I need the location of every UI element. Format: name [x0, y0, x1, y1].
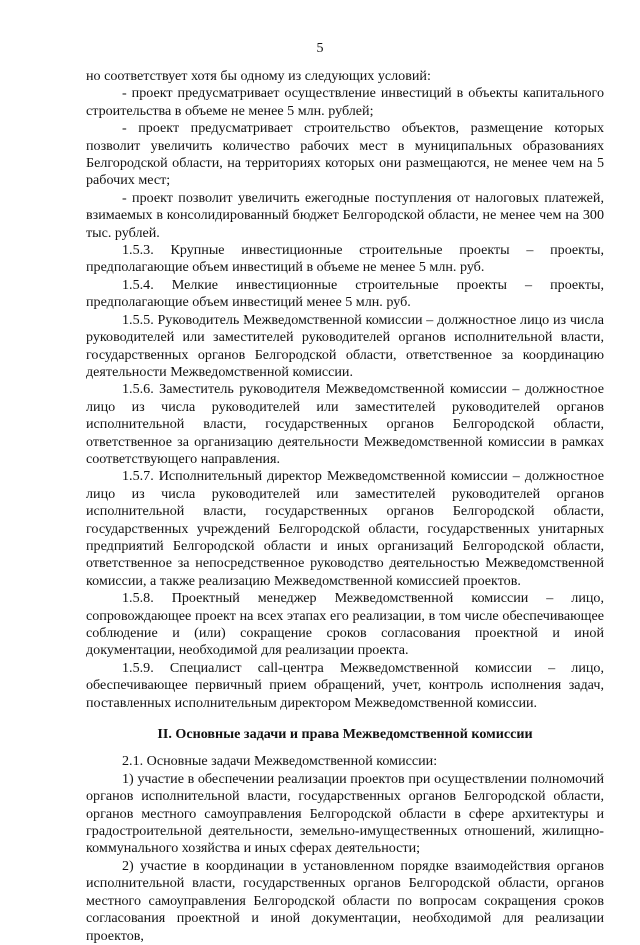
paragraph-intro: но соответствует хотя бы одному из следующих условий:	[86, 68, 431, 84]
paragraph-1-5-3: 1.5.3. Крупные инвестиционные строительные проекты – проекты, предполагающие объем инвестиций в объеме не менее 5 млн. руб.	[86, 242, 604, 276]
document-body	[86, 68, 604, 945]
paragraph-task-2: 2) участие в координации в установленном порядке взаимодействия органов исполнительной власти, государственных органов Белгородской области, органов местного самоуправления Белгородской области по вопросам сокращения сроков согласования проектной и иной документации, необходимой для реализации проектов,	[86, 857, 604, 944]
paragraph-task-1: 1) участие в обеспечении реализации проектов при осуществлении полномочий органов исполнительной власти, государственных органов Белгородской области, органов местного самоуправления Белгородской области в сфере архитектуры и градостроительной деятельности, земельно-имущественных отношений, жилищно-коммунального хозяйства и иных сферах деятельности;	[86, 770, 604, 857]
paragraph-condition-2: - проект предусматривает строительство объектов, размещение которых позволит увеличить количество рабочих мест в муниципальных образованиях Белгородской области, на территориях которых они размещаются, не менее чем на 5 рабочих мест;	[86, 120, 604, 189]
paragraph-1-5-4: 1.5.4. Мелкие инвестиционные строительные проекты – проекты, предполагающие объем инвестиций менее 5 млн. руб.	[86, 276, 604, 311]
paragraph-1-5-8: 1.5.8. Проектный менеджер Межведомственной комиссии – лицо, сопровождающее проект на всех этапах его реализации, в том числе обеспечивающее соблюдение и (или) сокращение сроков согласования проектной и иной документации, необходимой для реализации проекта.	[86, 590, 604, 659]
paragraph-1-5-5: 1.5.5. Руководитель Межведомственной комиссии – должностное лицо из числа руководителей или заместителей руководителей органов исполнительной власти, государственных органов Белгородской области, ответственное за координацию деятельности Межведомственной комиссии.	[86, 311, 604, 380]
paragraph-condition-3: - проект позволит увеличить ежегодные поступления от налоговых платежей, взимаемых в консолидированный бюджет Белгородской области, не менее чем на 300 тыс. рублей.	[86, 189, 604, 241]
page-number: 5	[316, 41, 324, 56]
paragraph-1-5-7: 1.5.7. Исполнительный директор Межведомственной комиссии – должностное лицо из числа руководителей или заместителей руководителей органов исполнительной власти, государственных органов Белгородской области, государственных учреждений Белгородской области, государственных унитарных предприятий Белгородской области и иных организаций Белгородской области, ответственное за непосредственное руководство деятельностью Межведомственной комиссии, а также реализацию Межведомственной комиссией проектов.	[86, 468, 604, 589]
paragraph-condition-1: - проект предусматривает осуществление инвестиций в объекты капитального строительства в объеме не менее 5 млн. рублей;	[86, 85, 604, 119]
section-heading: II. Основные задачи и права Межведомственной комиссии	[157, 726, 533, 743]
paragraph-1-5-9: 1.5.9. Специалист call-центра Межведомственной комиссии – лицо, обеспечивающее первичный прием обращений, учет, контроль исполнения задач, поставленных исполнительным директором Межведомственной комиссии.	[86, 659, 604, 711]
paragraph-2-1: 2.1. Основные задачи Межведомственной комиссии:	[122, 753, 438, 770]
paragraph-1-5-6: 1.5.6. Заместитель руководителя Межведомственной комиссии – должностное лицо из числа руководителей или заместителей руководителей органов исполнительной власти, государственных органов Белгородской области, ответственное за организацию деятельности Межведомственной комиссии в рамках соответствующего направления.	[86, 381, 604, 467]
